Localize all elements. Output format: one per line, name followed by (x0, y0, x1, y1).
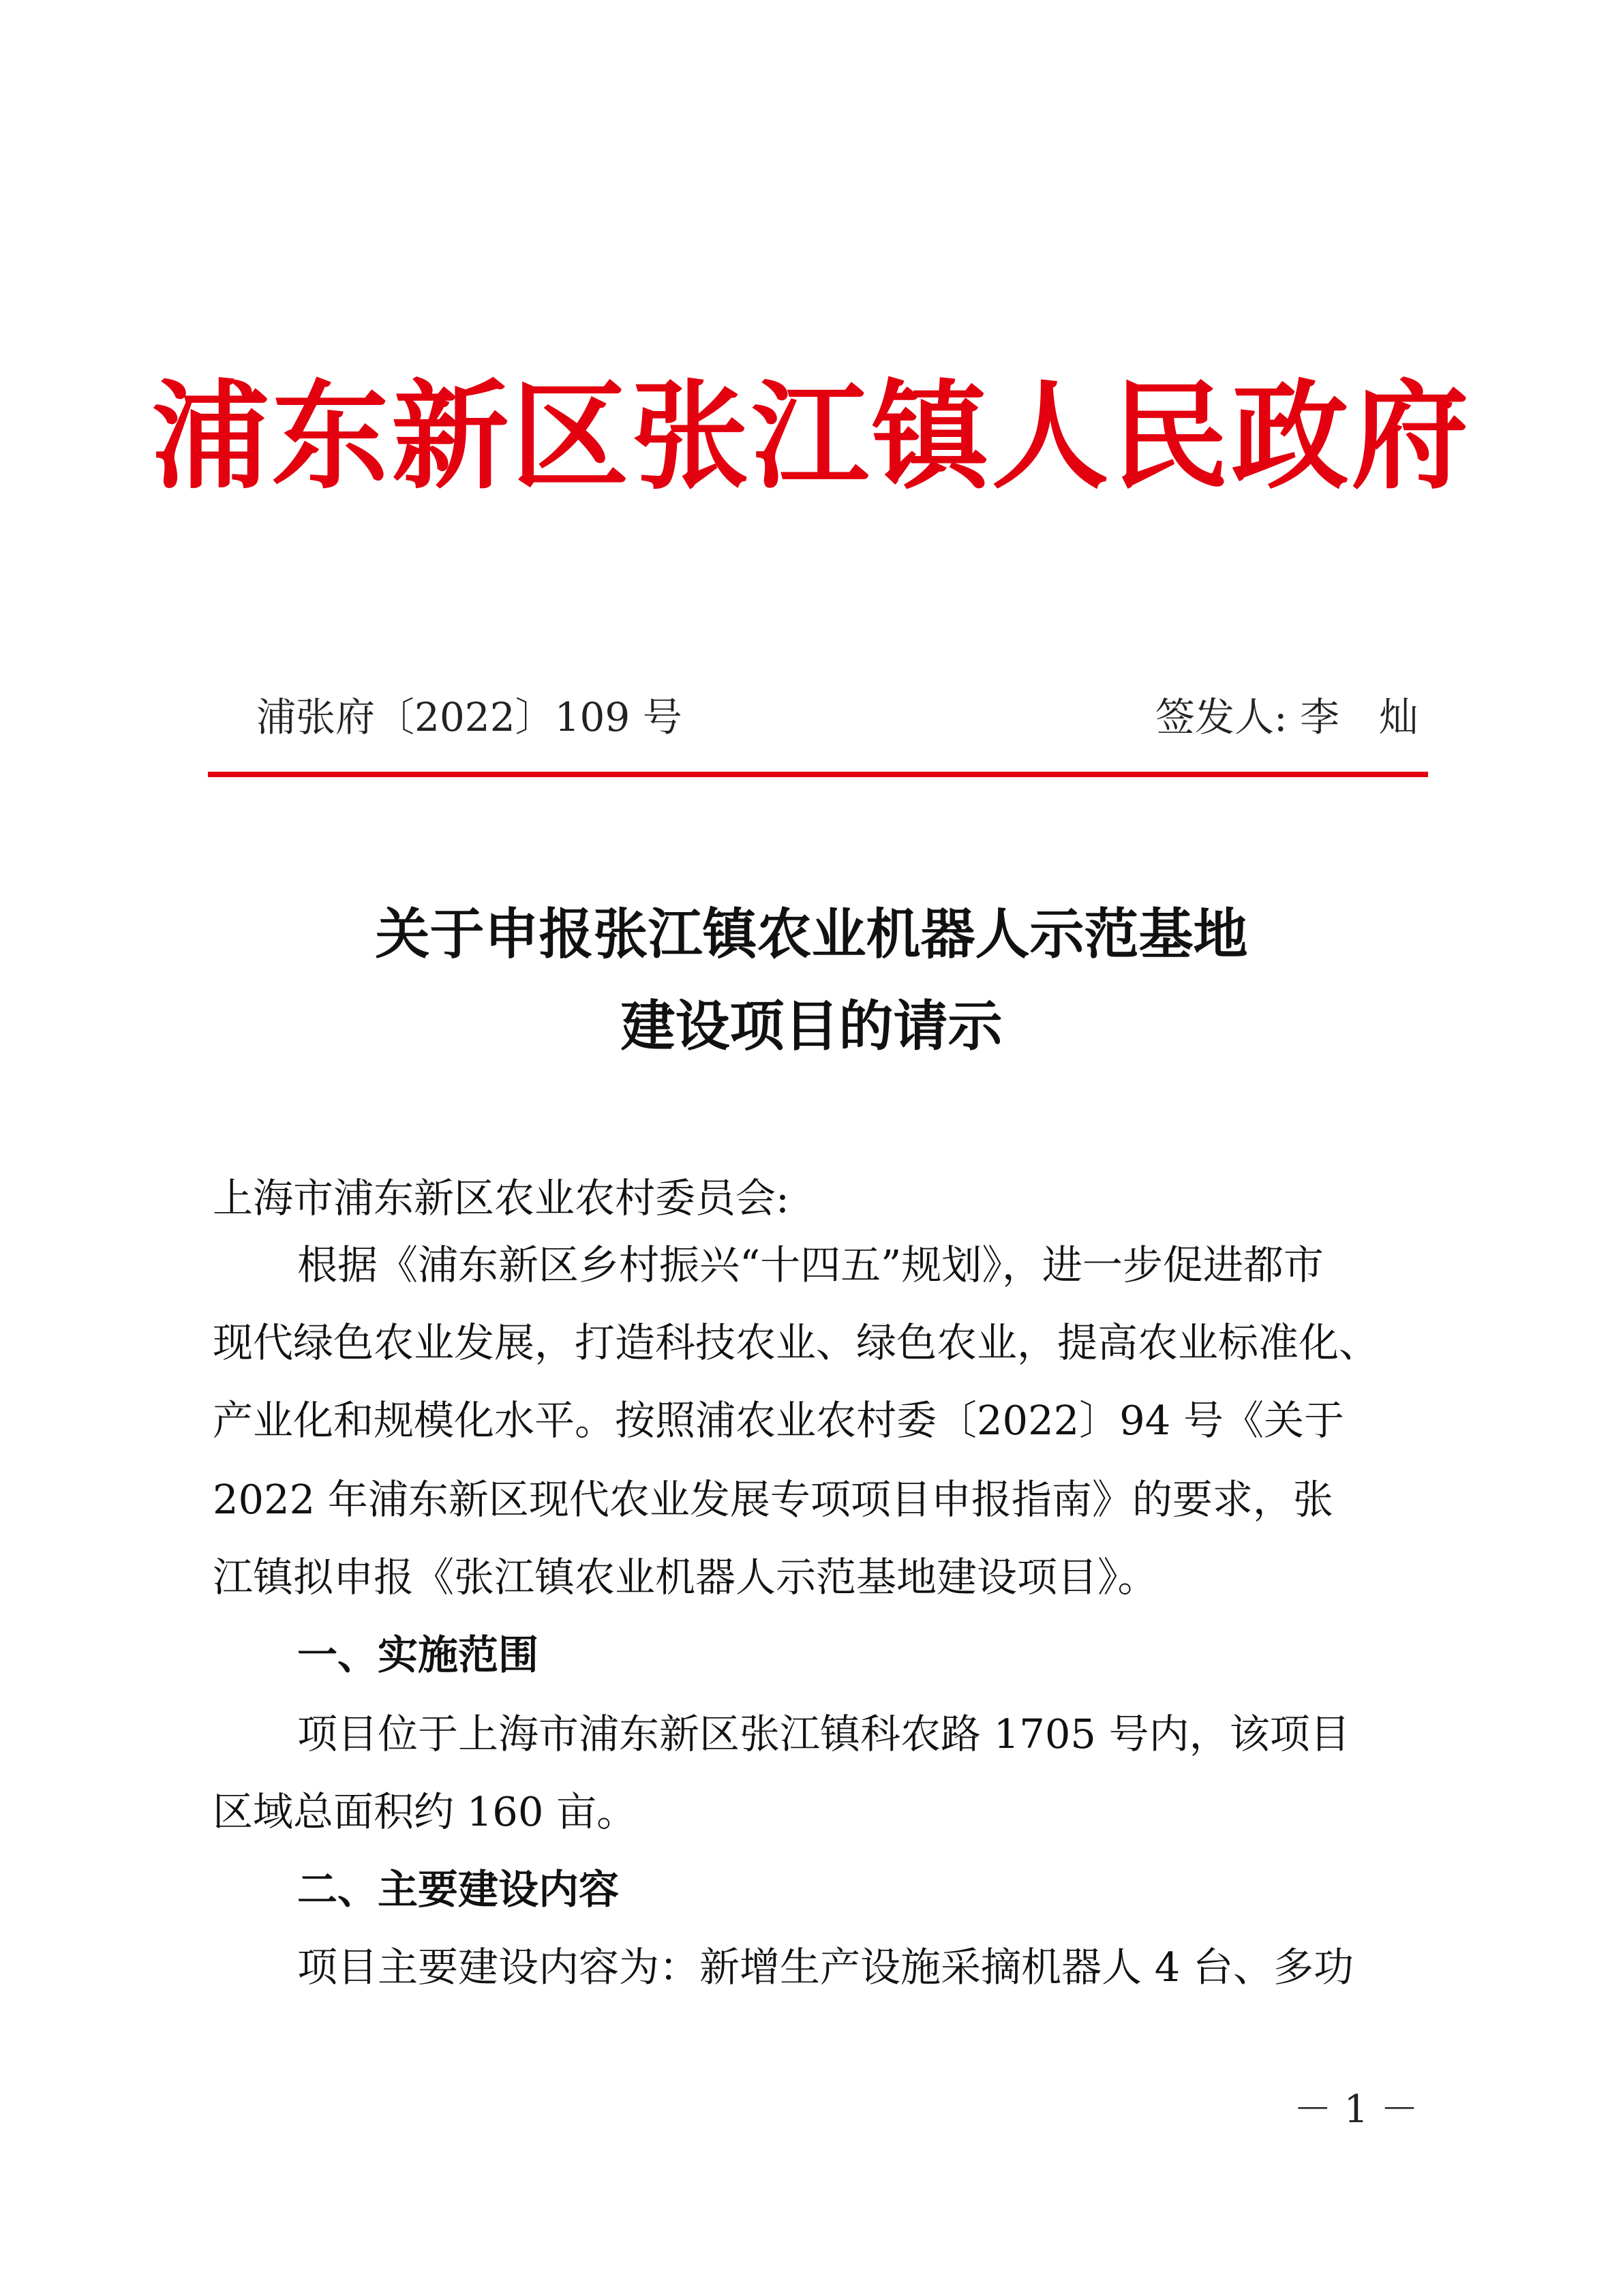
section-heading-implementation-scope: 一、实施范围 (297, 1631, 539, 1678)
red-separator-line (208, 772, 1428, 777)
section-heading-construction-content: 二、主要建设内容 (297, 1866, 620, 1913)
paragraph-line: 根据《浦东新区乡村振兴“十四五”规划》，进一步促进都市 (297, 1241, 1324, 1288)
page-number: － 1 － (1293, 2087, 1419, 2132)
paragraph-line: 项目位于上海市浦东新区张江镇科农路 1705 号内，该项目 (297, 1710, 1350, 1757)
paragraph-line: 2022 年浦东新区现代农业发展专项项目申报指南》的要求，张 (213, 1476, 1333, 1523)
paragraph-line: 现代绿色农业发展，打造科技农业、绿色农业，提高农业标准化、 (213, 1319, 1380, 1366)
document-number: 浦张府〔2022〕109 号 (256, 694, 682, 740)
paragraph-line: 江镇拟申报《张江镇农业机器人示范基地建设项目》。 (213, 1554, 1158, 1601)
signer-block (1155, 690, 1458, 744)
paragraph-line: 产业化和规模化水平。按照浦农业农村委〔2022〕94 号《关于 (213, 1397, 1344, 1444)
document-title-line-2: 建设项目的请示 (620, 994, 1003, 1058)
issuing-organization-header: 浦东新区张江镇人民政府 (151, 367, 1472, 505)
paragraph-line: 项目主要建设内容为：新增生产设施采摘机器人 4 台、多功 (297, 1944, 1354, 1991)
signer-name: 李灿 (1299, 694, 1458, 740)
recipient-line: 上海市浦东新区农业农村委员会: (213, 1175, 789, 1222)
signer-label: 签发人: (1155, 694, 1288, 740)
paragraph-line: 区域总面积约 160 亩。 (213, 1788, 637, 1835)
document-title-line-1: 关于申报张江镇农业机器人示范基地 (375, 902, 1248, 966)
